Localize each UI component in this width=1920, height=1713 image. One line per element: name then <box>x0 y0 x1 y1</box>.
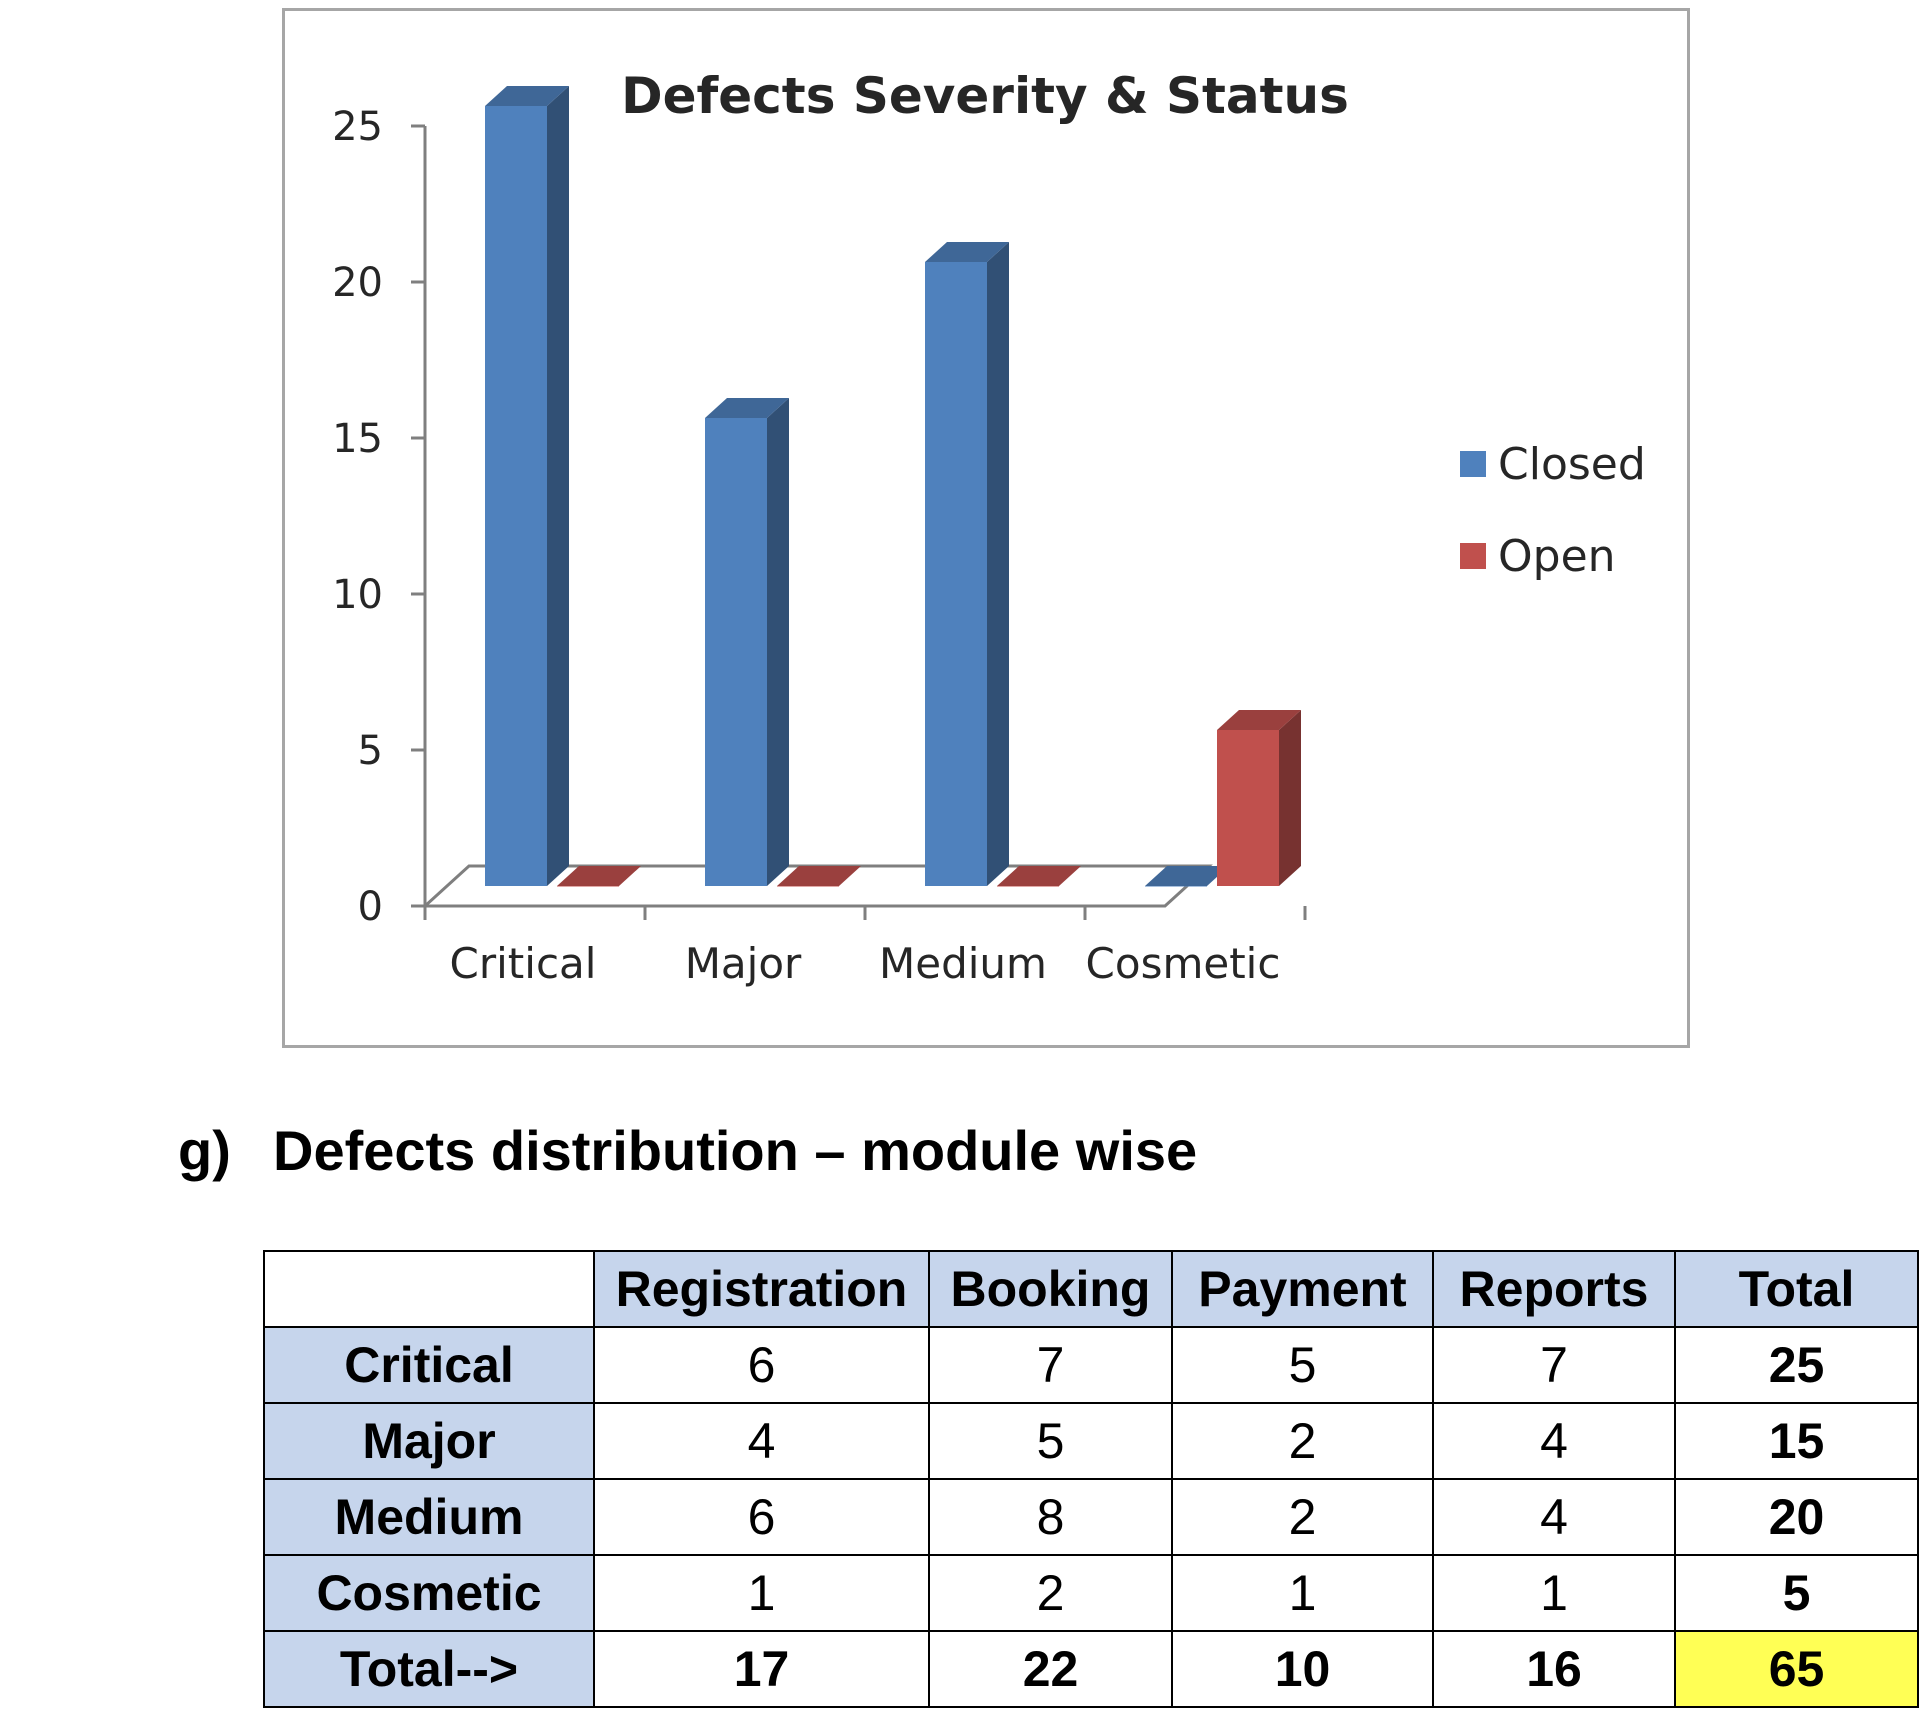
row-total-cell: 20 <box>1675 1479 1918 1555</box>
table-cell: 5 <box>929 1403 1172 1479</box>
chart-legend <box>1460 439 1646 582</box>
column-header: Total <box>1675 1251 1918 1327</box>
table-cell: 7 <box>1433 1327 1675 1403</box>
total-row-header: Total--> <box>264 1631 594 1707</box>
table-cell: 1 <box>1433 1555 1675 1631</box>
y-tick-label: 15 <box>332 416 383 462</box>
column-total-cell: 10 <box>1172 1631 1433 1707</box>
table-cell: 7 <box>929 1327 1172 1403</box>
row-header: Major <box>264 1403 594 1479</box>
x-tick-label: Cosmetic <box>1085 939 1281 988</box>
bar-closed-major <box>705 398 789 886</box>
legend-label-open: Open <box>1498 531 1616 582</box>
column-header: Registration <box>594 1251 929 1327</box>
bar-front <box>705 418 767 886</box>
bar-side <box>1279 710 1301 886</box>
chart-axis-labels <box>332 104 1280 988</box>
table-row <box>264 1403 1918 1479</box>
column-header: Payment <box>1172 1251 1433 1327</box>
bar-front <box>557 886 619 887</box>
column-total-cell: 17 <box>594 1631 929 1707</box>
table-row <box>264 1479 1918 1555</box>
legend-label-closed: Closed <box>1498 439 1646 490</box>
table-cell: 6 <box>594 1479 929 1555</box>
chart-title: Defects Severity & Status <box>621 67 1349 125</box>
table-cell: 6 <box>594 1327 929 1403</box>
legend-swatch-closed <box>1460 451 1486 477</box>
column-total-cell: 22 <box>929 1631 1172 1707</box>
bar-front <box>997 886 1059 887</box>
row-total-cell: 5 <box>1675 1555 1918 1631</box>
bar-side <box>987 242 1009 886</box>
table-cell: 8 <box>929 1479 1172 1555</box>
bar-front <box>925 262 987 886</box>
table-cell: 4 <box>1433 1403 1675 1479</box>
bar-front <box>1217 730 1279 886</box>
y-tick-label: 10 <box>332 572 383 618</box>
bar-side <box>547 86 569 886</box>
bar-side <box>767 398 789 886</box>
table-corner-cell <box>264 1251 594 1327</box>
table-cell: 4 <box>1433 1479 1675 1555</box>
section-title: Defects distribution – module wise <box>273 1119 1198 1182</box>
table-row <box>264 1327 1918 1403</box>
row-total-cell: 15 <box>1675 1403 1918 1479</box>
defects-severity-chart <box>285 11 1687 1045</box>
table-row <box>264 1555 1918 1631</box>
module-defects-table <box>263 1250 1919 1708</box>
row-header: Critical <box>264 1327 594 1403</box>
legend-swatch-open <box>1460 543 1486 569</box>
row-header: Cosmetic <box>264 1555 594 1631</box>
table-cell: 1 <box>1172 1555 1433 1631</box>
table-cell: 2 <box>1172 1403 1433 1479</box>
chart-frame <box>282 8 1690 1048</box>
table-total-row <box>264 1631 1918 1707</box>
section-heading <box>178 1118 1197 1183</box>
y-tick-label: 20 <box>332 260 383 306</box>
chart-bars <box>485 86 1301 887</box>
row-header: Medium <box>264 1479 594 1555</box>
x-tick-label: Critical <box>449 939 597 988</box>
y-tick-label: 25 <box>332 104 383 150</box>
section-marker: g) <box>178 1119 231 1182</box>
table-cell: 5 <box>1172 1327 1433 1403</box>
table-header-row <box>264 1251 1918 1327</box>
column-header: Reports <box>1433 1251 1675 1327</box>
bar-open-cosmetic <box>1217 710 1301 886</box>
bar-front <box>777 886 839 887</box>
table-cell: 2 <box>929 1555 1172 1631</box>
bar-front <box>1145 886 1207 887</box>
bar-closed-critical <box>485 86 569 886</box>
x-tick-label: Major <box>684 939 802 988</box>
x-tick-label: Medium <box>879 939 1047 988</box>
y-tick-label: 0 <box>357 884 383 930</box>
table-cell: 2 <box>1172 1479 1433 1555</box>
table-cell: 4 <box>594 1403 929 1479</box>
column-header: Booking <box>929 1251 1172 1327</box>
bar-front <box>485 106 547 886</box>
row-total-cell: 25 <box>1675 1327 1918 1403</box>
bar-closed-medium <box>925 242 1009 886</box>
y-tick-label: 5 <box>357 728 383 774</box>
grand-total-cell: 65 <box>1675 1631 1918 1707</box>
table-cell: 1 <box>594 1555 929 1631</box>
column-total-cell: 16 <box>1433 1631 1675 1707</box>
